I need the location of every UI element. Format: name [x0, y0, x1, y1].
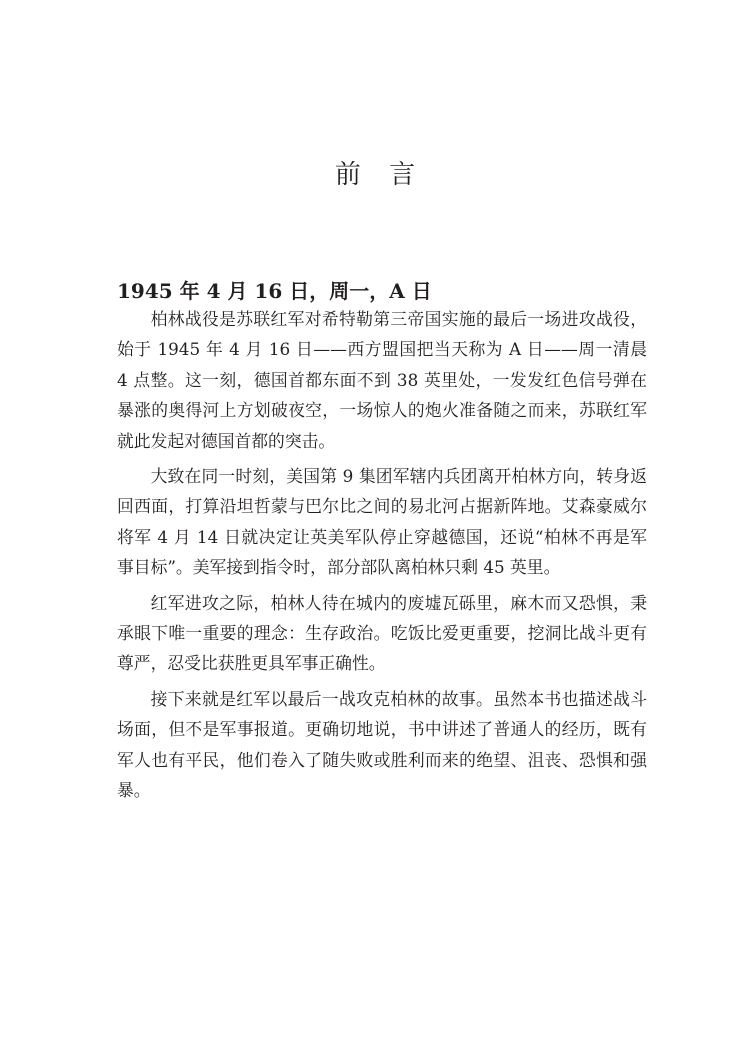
body-text	[117, 304, 647, 811]
section-heading: 1945 年 4 月 16 日，周一，A 日	[117, 279, 432, 303]
chapter-title: 前 言	[334, 160, 426, 190]
paragraph-1: 柏林战役是苏联红军对希特勒第三帝国实施的最后一场进攻战役，始于 1945 年 4 月 16 日——西方盟国把当天称为 A 日——周一清晨 4 点整。这一刻，德国首都东面不到 38 英里处，一发发红色信号弹在暴涨的奥得河上方划破夜空，一场惊人的炮火准备随之而来，苏联红军就此发起对德国首都的突击。	[117, 309, 647, 451]
paragraph-3: 红军进攻之际，柏林人待在城内的废墟瓦砾里，麻木而又恐惧，秉承眼下唯一重要的理念：生存政治。吃饭比爱更重要，挖洞比战斗更有尊严，忍受比获胜更具军事正确性。	[117, 592, 647, 674]
paragraph-4: 接下来就是红军以最后一战攻克柏林的故事。虽然本书也描述战斗场面，但不是军事报道。更确切地说，书中讲述了普通人的经历，既有军人也有平民，他们卷入了随失败或胜利而来的绝望、沮丧、恐惧和强暴。	[117, 688, 647, 801]
paragraph-2: 大致在同一时刻，美国第 9 集团军辖内兵团离开柏林方向，转身返回西面，打算沿坦哲蒙与巴尔比之间的易北河占据新阵地。艾森豪威尔将军 4 月 14 日就决定让英美军队停止穿越德国，还说“柏林不再是军事目标”。美军接到指令时，部分部队离柏林只剩 45 英里。	[117, 466, 647, 578]
